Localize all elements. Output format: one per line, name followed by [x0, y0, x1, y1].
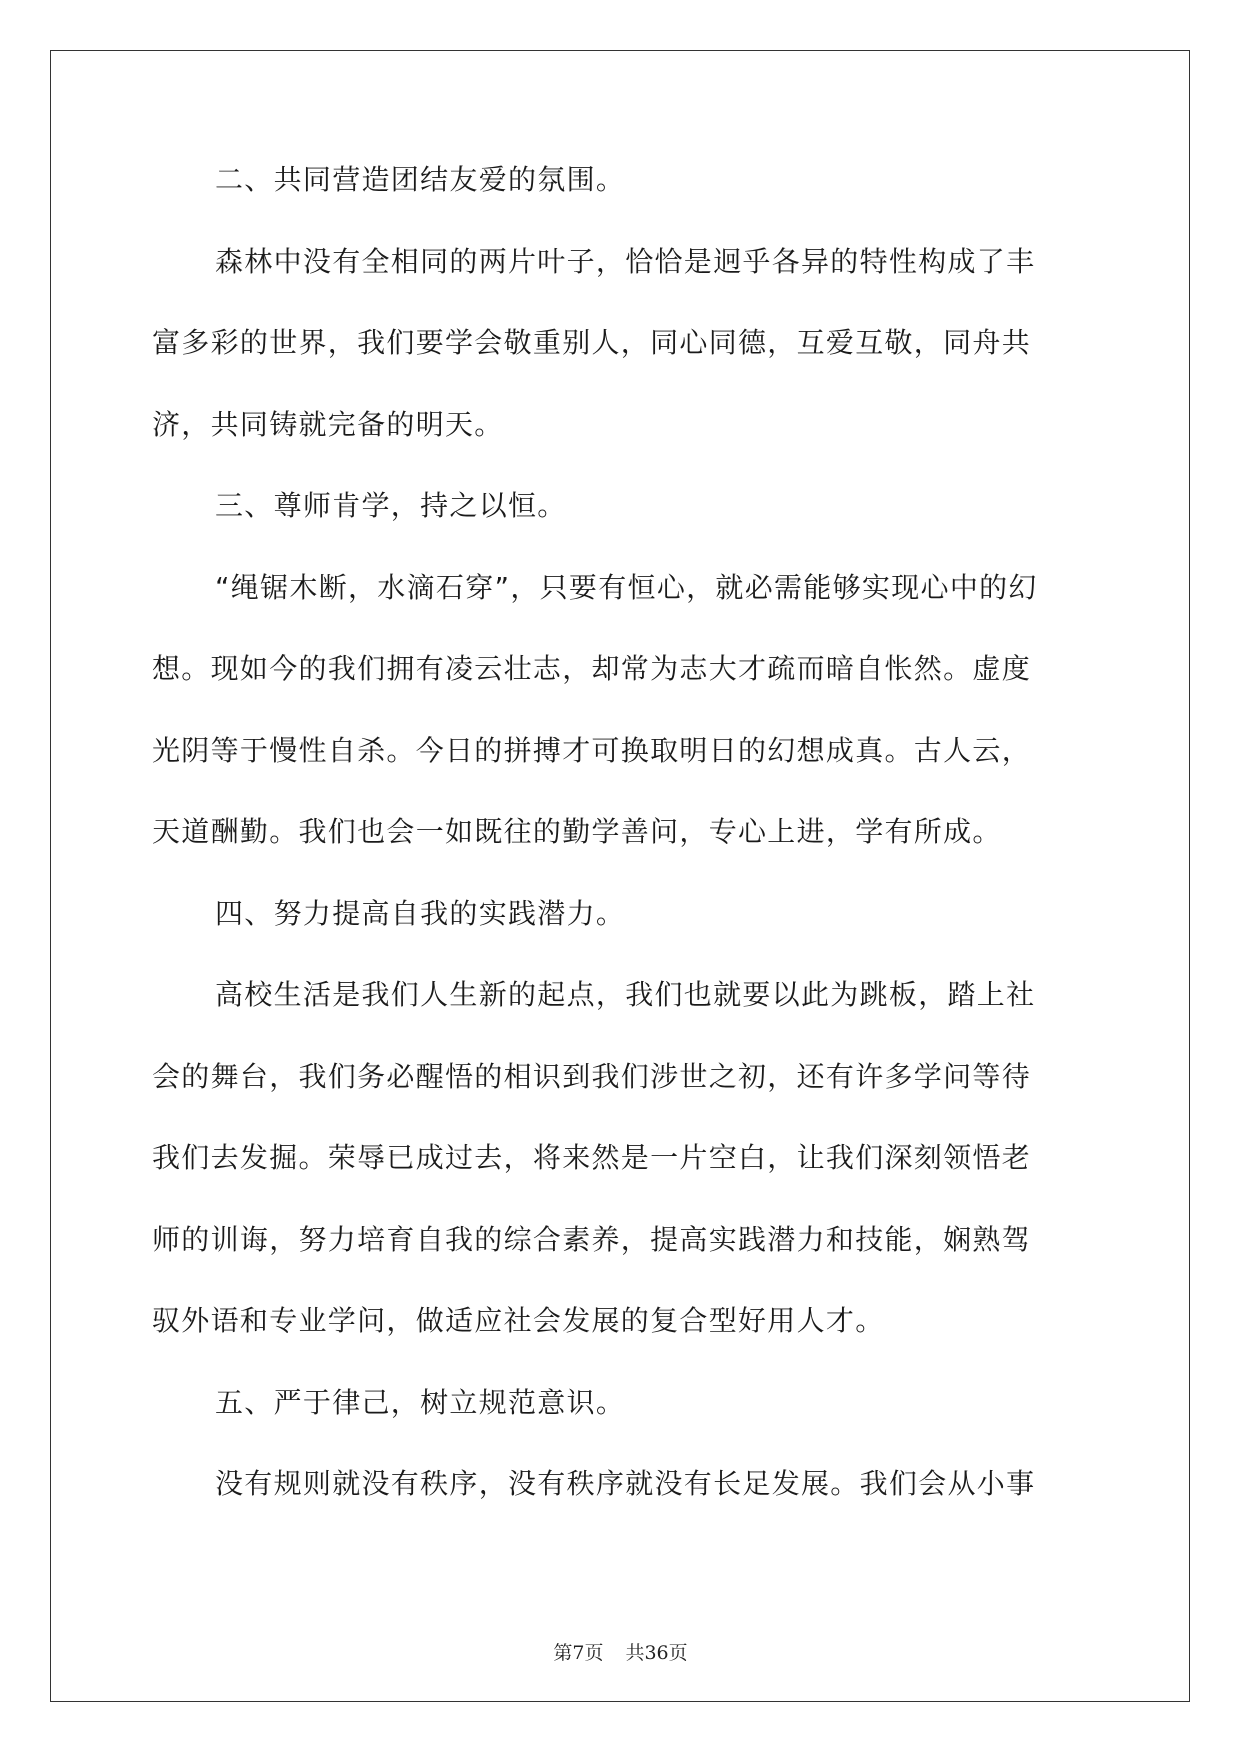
text-line: 三、尊师肯学，持之以恒。 [215, 489, 567, 522]
total-pages: 共36页 [625, 1642, 688, 1664]
page-footer [0, 1638, 1241, 1665]
text-line: 光阴等于慢性自杀。今日的拼搏才可换取明日的幻想成真。古人云， [152, 733, 1032, 767]
text-line: 师的训诲，努力培育自我的综合素养，提高实践潜力和技能，娴熟驾 [152, 1222, 1032, 1256]
document-body [152, 160, 1092, 1546]
text-line: 没有规则就没有秩序，没有秩序就没有长足发展。我们会从小事 [215, 1467, 1036, 1500]
text-line: “绳锯木断，水滴石穿”，只要有恒心，就必需能够实现心中的幻 [215, 570, 1038, 604]
page-number: 第7页 [553, 1642, 604, 1664]
text-line: 济，共同铸就完备的明天。 [152, 407, 504, 441]
text-line: 森林中没有全相同的两片叶子，恰恰是迥乎各异的特性构成了丰 [215, 244, 1036, 278]
text-line: 二、共同营造团结友爱的氛围。 [215, 163, 626, 196]
text-line: 五、严于律己，树立规范意识。 [215, 1385, 626, 1419]
text-line: 四、努力提高自我的实践潜力。 [215, 896, 626, 930]
text-line: 我们去发掘。荣辱已成过去，将来然是一片空白，让我们深刻领悟老 [152, 1141, 1032, 1174]
text-line: 会的舞台，我们务必醒悟的相识到我们涉世之初，还有许多学问等待 [152, 1059, 1032, 1093]
text-line: 高校生活是我们人生新的起点，我们也就要以此为跳板，踏上社 [215, 978, 1036, 1011]
text-line: 富多彩的世界，我们要学会敬重别人，同心同德，互爱互敬，同舟共 [152, 326, 1032, 359]
text-line: 天道酬勤。我们也会一如既往的勤学善问，专心上进，学有所成。 [152, 815, 1002, 848]
text-line: 想。现如今的我们拥有凌云壮志，却常为志大才疏而暗自怅然。虚度 [152, 652, 1032, 685]
text-line: 驭外语和专业学问，做适应社会发展的复合型好用人才。 [152, 1304, 885, 1337]
